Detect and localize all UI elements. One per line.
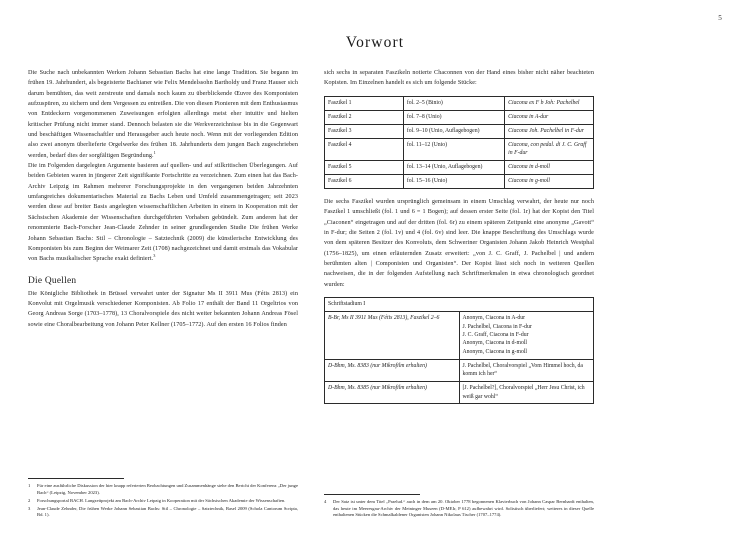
paragraph-chaconnen-intro: sich sechs in separaten Faszikeln notierte Chaconnen von der Hand eines bisher nicht näher beachteten Kopisten. Im Einzelnen handelt es sich um folgende Stücke: [324, 70, 594, 87]
table-row [325, 96, 594, 110]
cell-title-italic: Ciacona in d-moll [508, 164, 551, 171]
cell-folios: fol. 7–8 (Unio) [403, 110, 504, 124]
section-heading-die-quellen: Die Quellen [28, 275, 77, 286]
content-line: [J. Pachelbel?], Choralvorspiel „Herr Jesu Christ, ich weiß gar wohl“ [462, 385, 585, 400]
table-row [325, 124, 594, 138]
paragraph-intro [28, 68, 298, 161]
cell-title-italic: Ciacona, con pedal. di J. C. Graff in F-dur [508, 141, 587, 157]
cell-title [505, 161, 594, 175]
cell-folios: fol. 9–10 (Unio, Auflagebogen) [403, 124, 504, 138]
cell-title [505, 110, 594, 124]
table-row [325, 110, 594, 124]
table-row [325, 161, 594, 175]
footnote-item [28, 498, 298, 504]
cell-title [505, 138, 594, 160]
two-column-layout [28, 68, 722, 520]
cell-fascicle: Faszikel 3 [325, 124, 404, 138]
footnote-item [28, 483, 298, 496]
paragraph-arguments [28, 161, 298, 264]
footnote-number: 1 [28, 483, 31, 489]
paragraph-umschlag [324, 197, 594, 290]
footnote-number: 4 [324, 499, 327, 505]
page-number: 5 [718, 14, 722, 22]
cell-contents [459, 359, 594, 381]
left-column [28, 68, 298, 520]
cell-contents [459, 312, 594, 360]
cell-fascicle: Faszikel 5 [325, 161, 404, 175]
cell-title [505, 96, 594, 110]
cell-folios: fol. 15–16 (Unio) [403, 175, 504, 189]
paragraph-intro-text: Die Suche nach unbekannten Werken Johann Sebastian Bachs hat eine lange Tradition. Sie begann im frühen 19. Jahrhundert, als begeisterte Bachianer wie Felix Mendelssohn Bartholdy und Franz Hauser sich darum bemühten, das weit zerstreute und damals noch kaum zu überblickende Œuvre des Komponisten aufzuspüren, zu sichern und dem Vergessen zu entreißen. Die von diesen Pionieren mit dem Enthusiasmus von Entdeckern vorgenommenen Zuweisungen erfolgten allerdings meist eher intuitiv und hielten kritischer Prüfung nicht immer stand. Dennoch belasten sie die Werkverzeichnisse bis in die Gegenwart und beschäftigen Wissenschaftler und Herausgeber auch heute noch. Wenn mit der vorliegenden Edition also zwei anonym überlieferte Orgelwerke des frühen 18. Jahrhunderts dem jungen Bach zugeschrieben werden, bedarf dies der sorgfältigen Begründung. [28, 70, 298, 159]
footnote-number: 2 [28, 497, 31, 503]
content-line: J. Pachelbel, Choralvorspiel „Vom Himmel hoch, da komm ich her“ [462, 362, 583, 378]
table-row [325, 312, 594, 360]
footnote-text: Jean-Claude Zehnder, Die frühen Werke Johann Sebastian Bachs: Stil – Chronologie – Satztechnik, Basel 2009 (Schola Cantorum Scripta, Bd. 1). [37, 505, 298, 517]
right-column [324, 68, 594, 520]
fascicle-table [324, 96, 594, 189]
cell-title-italic: Ciacona in g-moll [508, 178, 551, 185]
cell-source-italic: D-Bhm, Ms. 8385 (nur Mikrofilm erhalten) [328, 385, 427, 392]
table-row-header [325, 298, 594, 312]
cell-contents [459, 382, 594, 404]
content-line: Anonym, Ciacona in g-moll [462, 348, 528, 355]
cell-folios: fol. 2–5 (Binio) [403, 96, 504, 110]
content-line: Anonym, Ciacona in A-dur [462, 315, 526, 322]
cell-schriftstadium-header: Schriftstadium I [325, 298, 594, 312]
cell-source [325, 359, 460, 381]
footnote-number: 3 [28, 505, 31, 511]
cell-fascicle: Faszikel 1 [325, 96, 404, 110]
table-row [325, 175, 594, 189]
footnotes-right [324, 494, 594, 520]
content-line: J. Pachelbel, Ciacona in F-dur [462, 323, 532, 330]
cell-folios: fol. 11–12 (Unio) [403, 138, 504, 160]
left-footnote-area [28, 424, 298, 520]
page-title: Vorwort [345, 34, 405, 51]
table-row [325, 138, 594, 160]
footnote-text: Forschungsportal BACH. Langzeitprojekt am Bach-Archiv Leipzig in Kooperation mit der Sächsischen Akademie der Wissenschaften. [37, 497, 286, 503]
footnote-item [28, 506, 298, 519]
cell-source [325, 382, 460, 404]
footnote-marker-3: 3 [153, 253, 156, 259]
cell-fascicle: Faszikel 2 [325, 110, 404, 124]
left-column-body [28, 68, 298, 424]
footnotes-left [28, 478, 298, 520]
paragraph-die-quellen: Die Königliche Bibliothek in Brüssel verwahrt unter der Signatur Ms II 3911 Mus (Fétis 2813) ein Konvolut mit Orgelmusik verschiedener Komponisten. Ab Folio 17 enthält der Band 11 Orgeltrios von Georg Andreas Sorge (1703–1778), 13 Choralvorspiele des nicht weiter bekannten Johann Andreas Fösel sowie eine Choralbearbeitung von Johann Peter Kellner (1705–1772). Auf den ersten 16 Folios finden [28, 290, 298, 328]
table-row [325, 382, 594, 404]
cell-source-italic: B-Br, Ms II 3911 Mus (Fétis 2813), Faszikel 2–6 [328, 315, 440, 322]
paragraph-arguments-text: Die im Folgenden dargelegten Argumente basieren auf quellen- und auf stilkritischen Überlegungen. Auf beiden Gebieten waren in jüngerer Zeit signifikante Fortschritte zu verzeichnen. Zum einen hat das Bach-Archiv Leipzig im Rahmen mehrerer Forschungsprojekte in den vergangenen beiden Jahrzehnten umfangreiches dokumentarisches Material zu Bachs Leben und Umfeld zusammengetragen; seit 2023 werden diese auf breiter Basis angelegten wissenschaftlichen Arbeiten in einem in Kooperation mit der Sächsischen Akademie der Wissenschaften durchgeführten Vorhaben gebündelt. Zum anderen hat der renommierte Bach-Forscher Jean-Claude Zehnder in seiner grundlegenden Studie Die frühen Werke Johann Sebastian Bachs: Stil – Chronologie – Satztechnik (2009) die künstlerische Entwicklung des Komponisten bis zum Beginn der Weimarer Zeit (1708) nachgezeichnet und damit erstmals das Vokabular von Bachs musikalischer Sprache exakt definiert. [28, 163, 298, 263]
footnote-text: Der Satz ist unter dem Titel „Praelud.“ auch in dem am 20. Oktober 1778 begonnenen Klavierbuch von Johann Caspar Bernhardt enthalten, das heute im Meeresgau-Archiv der Meininger Museen (D-MEIr, P 612) aufbewahrt wird. Solistisch überliefert; weiteres in dieser Quelle enthaltenen Stücken die Schmalkaldener Organisten Johann Nikolaus Tischer (1707–1774). [333, 499, 594, 517]
content-line: Anonym, Ciacona in d-moll [462, 340, 528, 347]
cell-title-italic: Ciacona ex F b Joh: Pachelbel [508, 99, 580, 106]
footnote-rule [28, 478, 124, 479]
cell-source-italic: D-Bhm, Ms. 8383 (nur Mikrofilm erhalten) [328, 362, 427, 369]
right-footnote-area [324, 424, 594, 520]
cell-title [505, 124, 594, 138]
paragraph-umschlag-text: Die sechs Faszikel wurden ursprünglich gemeinsam in einem Umschlag verwahrt, der heute nur noch Faszikel 1 umschließt (fol. 1 und 6 = 1 Bogen); auf dessen erster Seite (fol. 1r) hat der Kopist den Titel „Ciaconen“ eingetragen und auf der dritten (fol. 6r) zu einem späteren Zeitpunkt eine anonyme „Gavott“ in F-dur; die Seiten 2 (fol. 1v) und 4 (fol. 6v) sind leer. Die knappe Beschriftung des Umschlags wurde von dem späteren Besitzer des Konvoluts, dem Schweriner Organisten Johann Jakob Heinrich Westphal (1756–1825), um einen erläuternden Zusatz erweitert: „von J. C. Graff, J. Pachelbel | und andern berühmten alten | Componisten und Organisten“. Der Kopist lässt sich noch in weiteren Quellen nachweisen, die in der folgenden Aufstellung nach Schriftmerkmalen in etwa chronologisch geordnet wurden: [324, 199, 594, 288]
cell-fascicle: Faszikel 6 [325, 175, 404, 189]
footnote-marker-1: 1 [153, 149, 156, 155]
cell-title [505, 175, 594, 189]
cell-source [325, 312, 460, 360]
cell-title-italic: Ciacona in A-dur [508, 113, 549, 120]
content-line: J. C. Graff, Ciacona in F-dur [462, 332, 529, 339]
cell-folios: fol. 13–14 (Unio, Auflagebogen) [403, 161, 504, 175]
cell-fascicle: Faszikel 4 [325, 138, 404, 160]
cell-title-italic: Ciacona Joh. Pachelbel in F-dur [508, 127, 585, 134]
footnote-text: Für eine ausführliche Diskussion der hier knapp referierten Beobachtungen und Zusammenhänge siehe den Bericht der Konferenz „Der junge Bach“ (Leipzig, November 2023). [37, 483, 298, 495]
table-row [325, 359, 594, 381]
footnote-item [324, 499, 594, 518]
schriftstadium-table [324, 297, 594, 404]
right-column-body [324, 68, 594, 424]
footnote-rule [324, 494, 420, 495]
